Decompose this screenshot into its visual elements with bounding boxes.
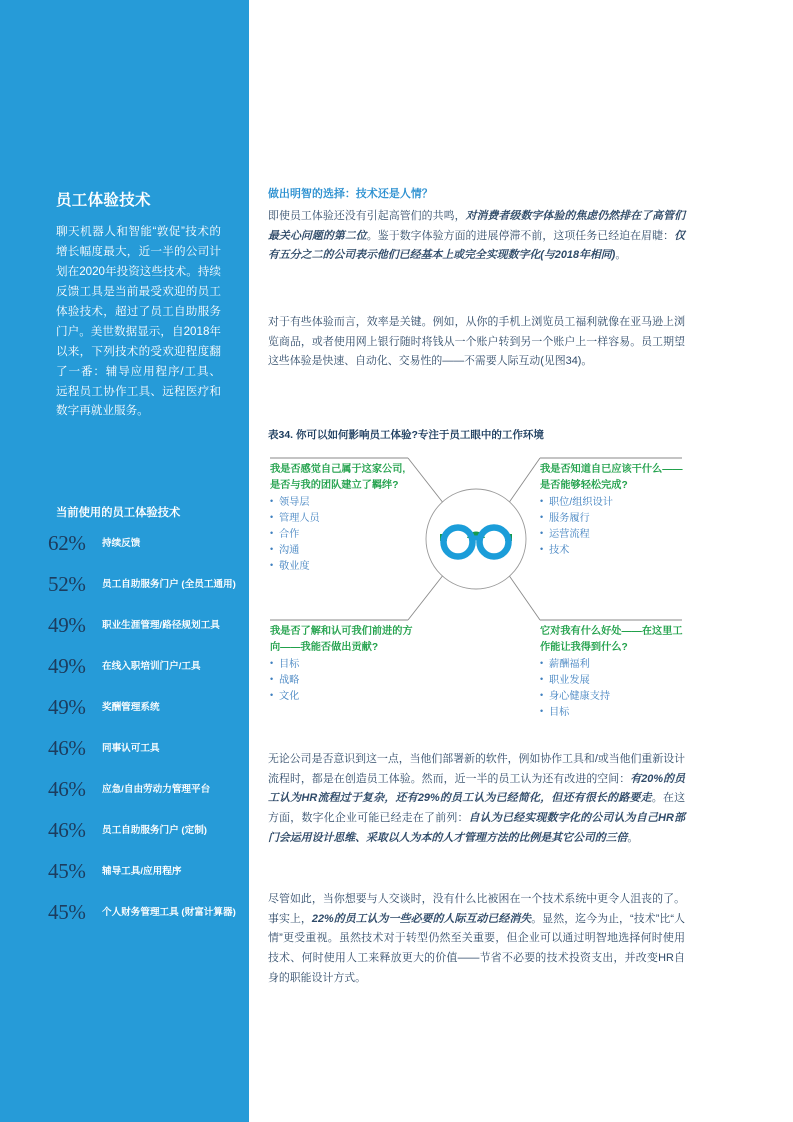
stat-row (48, 647, 248, 685)
stat-percentage: 46% (48, 735, 86, 760)
stat-row (48, 606, 248, 644)
employee-experience-diagram (268, 452, 686, 742)
stat-row (48, 688, 248, 726)
quadrant-item-list (270, 495, 418, 576)
stat-label: 应急/自由劳动力管理平台 (102, 783, 211, 795)
section-heading: 做出明智的选择：技术还是人情？ (268, 188, 433, 200)
stat-percentage: 49% (48, 694, 86, 719)
diagram-quadrant-top-right (540, 462, 688, 559)
paragraph-3: 无论公司是否意识到这一点，当他们部署新的软件，例如协作工具和/或当他们重新设计流程时，都是在创造员工体验。然而，近一半的员工认为还有改进的空间：有20%的员工认为HR流程过于复杂，还有29%的员工认为已经简化，但还有很长的路要走。在这方面，数字化企业可能已经走在了前列：自认为已经实现数字化的公司认为自己HR部门会运用设计思维、采取以人为本的人才管理方法的比例是其它公司的三倍。 (268, 753, 685, 844)
stats-list (48, 524, 248, 934)
stat-label: 员工自助服务门户 (全员工通用) (102, 578, 236, 590)
quadrant-heading: 我是否知道自已应该干什么——是否能够轻松完成? (540, 464, 683, 491)
quadrant-item: • 目标 (540, 705, 688, 721)
emphasis-text: 22%的员工认为一些必要的人际互动已经消失 (311, 912, 532, 925)
quadrant-item: • 管理人员 (270, 511, 418, 527)
diagram-quadrant-bottom-left (270, 624, 418, 705)
quadrant-item-list (270, 657, 418, 705)
diagram-quadrant-bottom-right (540, 624, 688, 721)
sidebar-title: 员工体验技术 (56, 192, 151, 209)
quadrant-item: • 合作 (270, 527, 418, 543)
emphasis-text: 对消费者级数字体验的焦虑仍然排在了高管们最关心问题的第二位 (268, 210, 685, 242)
stat-label: 员工自助服务门户 (定制) (102, 824, 207, 836)
quadrant-item: • 服务履行 (540, 511, 688, 527)
quadrant-item: • 敬业度 (270, 559, 418, 575)
stats-list-title: 当前使用的员工体验技术 (56, 507, 181, 519)
quadrant-heading: 它对我有什么好处——在这里工作能让我得到什么? (540, 626, 683, 653)
stat-row (48, 565, 248, 603)
stat-row (48, 770, 248, 808)
stat-percentage: 52% (48, 571, 86, 596)
stat-percentage: 62% (48, 530, 86, 555)
sidebar-panel (0, 0, 249, 1122)
quadrant-heading: 我是否了解和认可我们前进的方向——我能否做出贡献? (270, 626, 413, 653)
quadrant-item: • 领导层 (270, 495, 418, 511)
stat-row (48, 811, 248, 849)
stat-row (48, 852, 248, 890)
quadrant-item: • 文化 (270, 689, 418, 705)
quadrant-item: • 职位/组织设计 (540, 495, 688, 511)
quadrant-item: • 薪酬福利 (540, 657, 688, 673)
stat-row (48, 524, 248, 562)
quadrant-item: • 职业发展 (540, 673, 688, 689)
emphasis-text: 自认为已经实现数字化的公司认为自己HR部门会运用设计思维、采取以人为本的人才管理方法的比例是其它公司的三倍 (268, 811, 685, 844)
stat-label: 奖酬管理系统 (102, 701, 160, 713)
emphasis-text: 有20%的员工认为HR流程过于复杂，还有29%的员工认为已经简化，但还有很长的路要走 (268, 772, 685, 805)
quadrant-item: • 运营流程 (540, 527, 688, 543)
stat-label: 同事认可工具 (102, 742, 160, 754)
stat-percentage: 45% (48, 858, 86, 883)
stat-label: 辅导工具/应用程序 (102, 865, 182, 877)
stat-label: 职业生涯管理/路径规划工具 (102, 619, 220, 631)
diagram-quadrant-top-left (270, 462, 418, 576)
figure-caption: 表34. 你可以如何影响员工体验?专注于员工眼中的工作环境 (268, 429, 544, 441)
quadrant-item-list (540, 495, 688, 559)
paragraph-2: 对于有些体验而言，效率是关键。例如，从你的手机上浏览员工福利就像在亚马逊上浏览商品，或者使用网上银行随时将钱从一个账户转到另一个账户上一样容易。员工期望这些体验是快速、自动化、交易性的——不需要人际互动(见图34)。 (268, 316, 685, 368)
emphasis-text: 仅有五分之二的公司表示他们已经基本上或完全实现数字化(与2018年相同) (268, 229, 685, 262)
paragraph-1: 即使员工体验还没有引起高管们的共鸣，对消费者级数字体验的焦虑仍然排在了高管们最关心问题的第二位。鉴于数字体验方面的进展停滞不前，这项任务已经迫在眉睫：仅有五分之二的公司表示他们已经基本上或完全实现数字化(与2018年相同)。 (268, 210, 685, 262)
quadrant-item: • 战略 (270, 673, 418, 689)
quadrant-heading: 我是否感觉自己属于这家公司, 是否与我的团队建立了羁绊? (270, 464, 406, 491)
stat-percentage: 49% (48, 612, 86, 637)
quadrant-item: • 目标 (270, 657, 418, 673)
quadrant-item: • 身心健康支持 (540, 689, 688, 705)
quadrant-item-list (540, 657, 688, 721)
stat-percentage: 45% (48, 899, 86, 924)
stat-label: 个人财务管理工具 (财富计算器) (102, 906, 236, 918)
sidebar-body-text: 聊天机器人和智能“敦促”技术的增长幅度最大，近一半的公司计划在2020年投资这些技术。持续反馈工具是当前最受欢迎的员工体验技术，超过了员工自助服务门户。美世数据显示，自2018年以来，下列技术的受欢迎程度翻了一番：辅导应用程序/工具、远程员工协作工具、远程医疗和数字再就业服务。 (56, 225, 221, 418)
quadrant-item: • 沟通 (270, 543, 418, 559)
stat-row (48, 893, 248, 931)
stat-percentage: 46% (48, 776, 86, 801)
stat-label: 在线入职培训门户/工具 (102, 660, 201, 672)
quadrant-item: • 技术 (540, 543, 688, 559)
stat-label: 持续反馈 (102, 537, 141, 549)
stat-percentage: 49% (48, 653, 86, 678)
paragraph-4: 尽管如此，当你想要与人交谈时，没有什么比被困在一个技术系统中更令人沮丧的了。事实上，22%的员工认为一些必要的人际互动已经消失。显然，迄今为止，“技术”比“人情”更受重视。虽然技术对于转型仍然至关重要，但企业可以通过明智地选择何时使用技术、何时使用人工来释放更大的价值——节省不必要的技术投资支出，并改变HR自身的职能设计方式。 (268, 893, 685, 984)
stat-percentage: 46% (48, 817, 86, 842)
stat-row (48, 729, 248, 767)
